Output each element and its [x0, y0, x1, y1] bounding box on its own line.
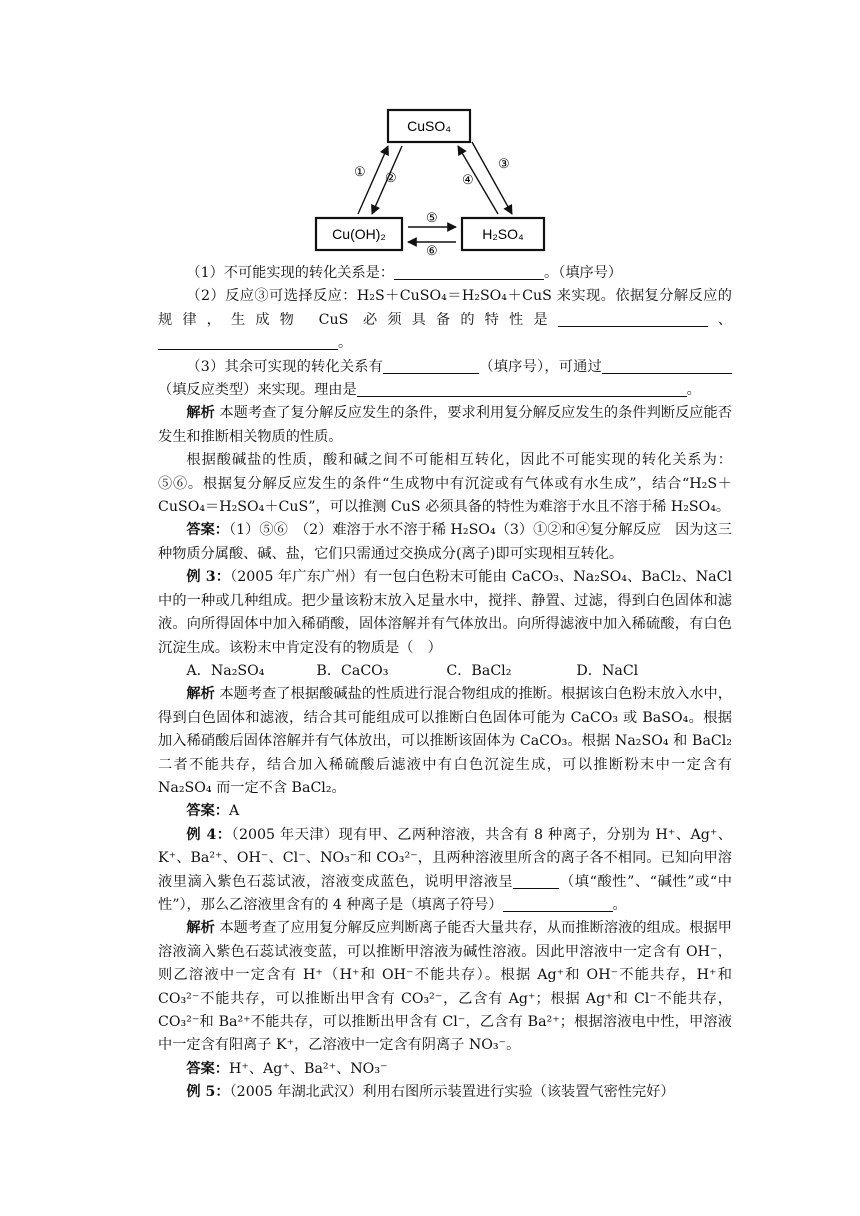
label-3: ③ [498, 157, 510, 172]
choice-d[interactable]: D．NaCl [576, 662, 639, 679]
answer-blank[interactable] [558, 312, 708, 327]
answer-blank[interactable] [394, 265, 544, 280]
choice-b[interactable]: B．CaCO₃ [316, 662, 389, 679]
analysis-2: 解析 本题考查了复分解反应发生的条件，要求利用复分解反应发生的条件判断反应能否发生和推断相关物质的性质。 [158, 405, 732, 445]
answer-blank[interactable] [158, 335, 338, 350]
answer-4: 答案：H⁺、Ag⁺、Ba²⁺、NO₃⁻ [186, 1060, 388, 1077]
label-5: ⑤ [426, 211, 438, 226]
choice-c[interactable]: C．BaCl₂ [446, 662, 512, 679]
answer-3: 答案：A [186, 803, 240, 820]
arrow-1 [358, 146, 388, 214]
analysis-2-para: 根据酸碱盐的性质，酸和碱之间不可能相互转化，因此不可能实现的转化关系为：⑤⑥。根据复分解反应发生的条件“生成物中有沉淀或有气体或有水生成”，结合“H₂S＋CuSO₄＝H₂SO₄＋CuS”，可以推测 CuS 必须具备的特性为难溶于水且不溶于稀 H₂SO₄。 [158, 452, 732, 516]
question-3: （3）其余可实现的转化关系有 （填序号），可通过（填反应类型）来实现。理由是 。 [158, 356, 732, 403]
h2so4-label: H₂SO₄ [482, 226, 524, 242]
analysis-3: 解析 本题考查了根据酸碱盐的性质进行混合物组成的推断。根据该白色粉末放入水中，得到白色固体和滤液，结合其可能组成可以推断白色固体可能为 CaCO₃ 或 BaSO₄。根据加入稀硝酸后固体溶解并有气体放出，可以推断该固体为 CaCO₃。根据 Na₂SO₄ 和 BaCl₂ 二者不能共存，结合加入稀硫酸后滤液中有白色沉淀生成，可以推断粉末中一定含有 Na₂SO₄ 而一定不含 BaCl₂。 [158, 686, 732, 796]
document-body [158, 262, 732, 1105]
question-1: （1）不可能实现的转化关系是： 。（填序号） [186, 265, 623, 281]
label-6: ⑥ [426, 244, 438, 256]
answer-blank[interactable] [357, 382, 687, 397]
question-2: （2）反应③可选择反应：H₂S＋CuSO₄＝H₂SO₄＋CuS 来实现。依据复分解反应的规律，生成物 CuS 必须具备的特性是 、。 [158, 288, 732, 352]
answer-2: 答案：（1）⑤⑥ （2）难溶于水不溶于稀 H₂SO₄（3）①②和④复分解反应 因为这三种物质分属酸、碱、盐，它们只需通过交换成分(离子)即可实现相互转化。 [158, 522, 732, 562]
example-4: 例 4：（2005 年天津）现有甲、乙两种溶液，共含有 8 种离子，分别为 H⁺、Ag⁺、K⁺、Ba²⁺、OH⁻、Cl⁻、NO₃⁻和 CO₃²⁻，且两种溶液里所含的离子各不相同。已知向甲溶液里滴入紫色石蕊试液，溶液变成蓝色，说明甲溶液呈 （填“酸性”、“碱性”或“中性”），那么乙溶液里含有的 4 种离子是（填离子符号） 。 [158, 826, 732, 913]
label-1: ① [354, 165, 366, 180]
example-5: 例 5：（2005 年湖北武汉）利用右图所示装置进行实验（该装置气密性完好） [186, 1084, 675, 1101]
analysis-4: 解析 本题考查了应用复分解反应判断离子能否大量共存，从而推断溶液的组成。根据甲溶液滴入紫色石蕊试液变蓝，可以推断甲溶液为碱性溶液。因此甲溶液中一定含有 OH⁻，则乙溶液中一定含有 H⁺（H⁺和 OH⁻不能共存）。根据 Ag⁺和 OH⁻不能共存，H⁺和 CO₃²⁻不能共存，可以推断出甲含有 CO₃²⁻，乙含有 Ag⁺；根据 Ag⁺和 Cl⁻不能共存，CO₃²⁻和 Ba²⁺不能共存，可以推断出甲含有 Cl⁻，乙含有 Ba²⁺；根据溶液电中性，甲溶液中一定含有阳离子 K⁺，乙溶液中一定含有阴离子 NO₃⁻。 [158, 920, 732, 1054]
label-2: ② [385, 171, 397, 186]
answer-blank[interactable] [602, 359, 732, 374]
answer-blank[interactable] [513, 874, 559, 889]
cuso4-label: CuSO₄ [407, 118, 451, 134]
cuoh2-label: Cu(OH)₂ [332, 226, 386, 242]
answer-blank[interactable] [503, 897, 613, 912]
conversion-diagram [312, 106, 552, 256]
label-4: ④ [462, 173, 474, 188]
answer-blank[interactable] [383, 359, 479, 374]
choice-a[interactable]: A．Na₂SO₄ [186, 662, 265, 679]
example-3-choices [158, 660, 732, 683]
example-3: 例 3：（2005 年广东广州）有一包白色粉末可能由 CaCO₃、Na₂SO₄、BaCl₂、NaCl 中的一种或几种组成。把少量该粉末放入足量水中，搅拌、静置、过滤，得到白色固体和滤液。向所得固体中加入稀硝酸，固体溶解并有气体放出。向所得滤液中加入稀硫酸，有白色沉淀生成。该粉末中肯定没有的物质是（ ） [158, 569, 733, 656]
